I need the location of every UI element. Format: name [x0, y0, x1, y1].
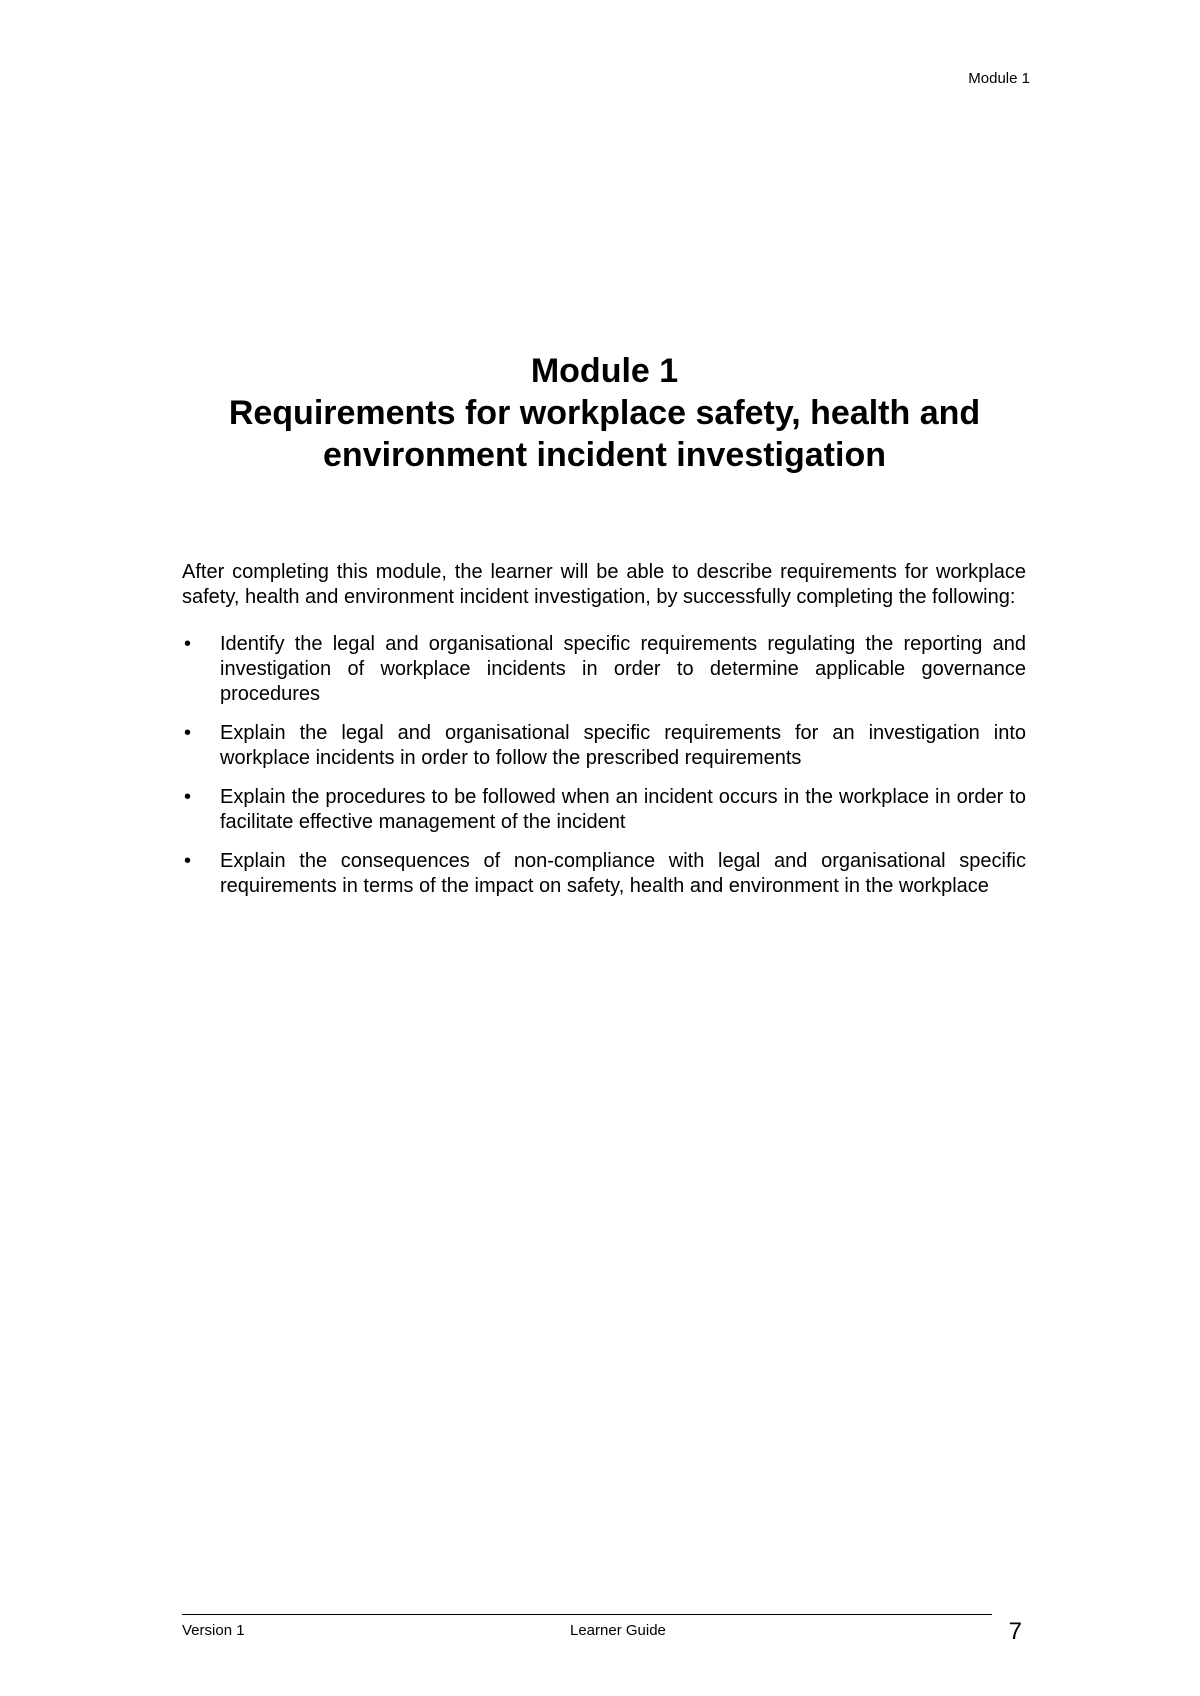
bullet-icon: • [184, 722, 192, 744]
list-item [182, 785, 1026, 835]
running-header: Module 1 [968, 70, 1030, 87]
page-number: 7 [1008, 1618, 1022, 1645]
outcome-text: Explain the procedures to be followed when an incident occurs in the workplace in order to facilitate effective management of the incident [220, 786, 1026, 833]
bullet-icon: • [184, 786, 192, 808]
module-title-line-2: environment incident investigation [323, 436, 886, 474]
outcome-text: Explain the consequences of non-compliance with legal and organisational specific requirements in terms of the impact on safety, health and environment in the workplace [220, 850, 1026, 897]
outcome-text: Explain the legal and organisational specific requirements for an investigation into workplace incidents in order to follow the prescribed requirements [220, 722, 1026, 769]
list-item [182, 849, 1026, 899]
learning-outcomes-list [182, 632, 1026, 899]
page-footer [182, 1614, 1022, 1654]
footer-version: Version 1 [182, 1622, 245, 1639]
footer-divider [182, 1614, 992, 1615]
bullet-icon: • [184, 633, 192, 655]
list-item [182, 632, 1026, 707]
outcome-text: Identify the legal and organisational specific requirements regulating the reporting and investigation of workplace incidents in order to determine applicable governance procedures [220, 633, 1026, 705]
module-number: Module 1 [530, 352, 679, 390]
module-title-block [183, 350, 1026, 476]
module-title-line-1: Requirements for workplace safety, health and [228, 394, 981, 432]
intro-paragraph: After completing this module, the learner will be able to describe requirements for workplace safety, health and environment incident investigation, by successfully completing the following: [182, 561, 1026, 608]
footer-guide-title: Learner Guide [570, 1622, 666, 1639]
bullet-icon: • [184, 850, 192, 872]
list-item [182, 721, 1026, 771]
module-content [182, 560, 1026, 913]
